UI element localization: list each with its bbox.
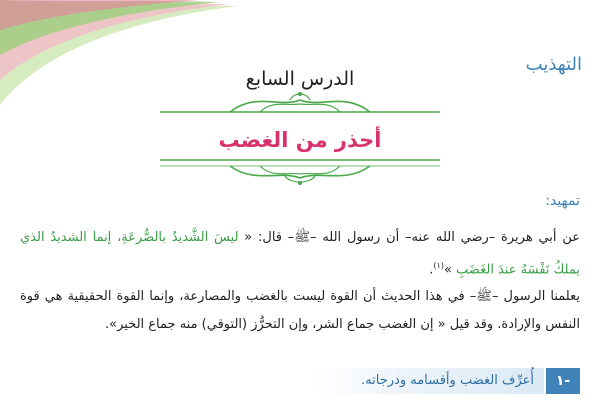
objective-number: ١- bbox=[546, 368, 580, 394]
p2-text-body: – في هذا الحديث أن القوة ليست بالغضب والمصارعة، وإنما القوة الحقيقية هي قوة النفس والإرادة. وقد قيل « إن الغضب جماع الشر، وإن التحرُّز (التوقي) منه جماع الخير». bbox=[20, 289, 580, 332]
objective-text: أُعرِّف الغضب وأقسامه ودرجاته. bbox=[361, 373, 534, 388]
lesson-number: الدرس السابع bbox=[245, 68, 355, 90]
p1-text-mid2: – قال: « bbox=[244, 230, 295, 245]
intro-paragraph-2 bbox=[20, 283, 580, 339]
p1-text-mid1: – أن رسول الله – bbox=[310, 230, 412, 245]
top-ornament bbox=[160, 88, 440, 118]
honorific-prophet: ﷺ bbox=[294, 230, 311, 245]
intro-paragraph-1 bbox=[20, 224, 580, 284]
p1-text-end: . bbox=[429, 262, 434, 278]
lesson-title: أحذر من الغضب bbox=[218, 128, 382, 152]
intro-label: تمهيد: bbox=[545, 193, 580, 209]
honorific-companion: رضي الله عنه bbox=[411, 230, 489, 245]
p1-text-pre: عن أبي هريرة – bbox=[488, 230, 580, 245]
hadith-quote: ليسَ الشَّديدُ بالصُّرعَةِ، إنما الشديدُ الذي يملكُ نَفْسَهُ عندَ الغَضَبِ bbox=[20, 230, 580, 278]
p2-text-pre: يعلمنا الرسول – bbox=[492, 289, 580, 304]
honorific-prophet-2: ﷺ bbox=[476, 289, 493, 304]
p1-text-post: » bbox=[443, 262, 452, 278]
subject-title: التهذيب bbox=[525, 54, 582, 75]
objective-row bbox=[20, 368, 580, 394]
footnote-marker: (١) bbox=[433, 261, 444, 270]
bottom-ornament bbox=[160, 150, 440, 186]
